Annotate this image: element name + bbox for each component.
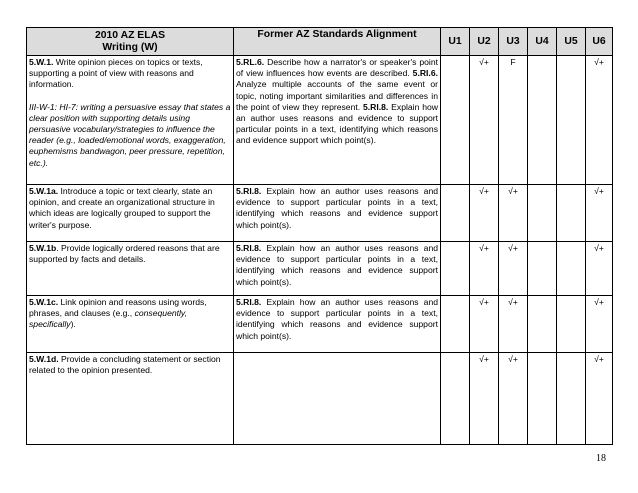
elas-title: 2010 AZ ELAS: [94, 29, 166, 41]
unit-header-u6: U6: [586, 28, 613, 56]
unit-mark-u5: [557, 353, 586, 445]
unit-mark-u5: [557, 185, 586, 242]
alignment-code: 5.RI.8.: [236, 297, 262, 307]
unit-mark-u3: √+: [499, 185, 528, 242]
unit-header-u2: U2: [470, 28, 499, 56]
unit-mark-u2: √+: [470, 353, 499, 445]
unit-mark-u6: √+: [586, 353, 613, 445]
standard-text: . Provide logically ordered reasons that are supported by facts and details.: [29, 243, 220, 265]
alignment-code: 5.RI.8.: [236, 186, 262, 196]
unit-mark-u1: [441, 185, 470, 242]
unit-header-u1: U1: [441, 28, 470, 56]
alignment-cell: [234, 353, 441, 445]
standard-text: Introduce a topic or text clearly, state an opinion, and create an organizational structure in which ideas are logically grouped to support the writer's purpose.: [29, 186, 215, 230]
alignment-code: 5.RL.6.: [236, 57, 265, 67]
alignment-text: Explain how an author uses reasons and evidence to support particular points in a text, identifying which reasons and evidence support which point(s).: [236, 101, 438, 146]
unit-header-u4: U4: [528, 28, 557, 56]
alignment-cell: [234, 296, 441, 353]
standards-table: [26, 27, 613, 445]
elas-standard-cell: [27, 56, 234, 185]
unit-mark-u3: √+: [499, 353, 528, 445]
unit-mark-u3: √+: [499, 296, 528, 353]
unit-mark-u6: √+: [586, 296, 613, 353]
alignment-cell: [234, 185, 441, 242]
standard-text: Provide a concluding statement or section related to the opinion presented.: [29, 354, 221, 376]
standard-code: 5.W.1.: [29, 57, 54, 67]
alignment-text: Explain how an author uses reasons and evidence to support particular points in a text, identifying which reasons and evidence support which point(s).: [236, 243, 438, 287]
table-row: [27, 185, 613, 242]
alignment-code: 5.RI.8.: [236, 243, 262, 253]
table-row: [27, 296, 613, 353]
table-row: [27, 353, 613, 445]
unit-mark-u5: [557, 56, 586, 185]
unit-mark-u3: √+: [499, 242, 528, 296]
standard-code: 5.W.1c.: [29, 297, 59, 307]
unit-mark-u4: [528, 56, 557, 185]
standard-example-text: consequently, specifically: [29, 308, 187, 330]
alignment-text: Explain how an author uses reasons and evidence to support particular points in a text, identifying which reasons and evidence support which point(s).: [236, 186, 438, 230]
unit-mark-u6: √+: [586, 242, 613, 296]
unit-mark-u4: [528, 185, 557, 242]
page-number: 18: [596, 453, 606, 464]
elas-header: [27, 28, 234, 56]
unit-header-u3: U3: [499, 28, 528, 56]
alignment-code: 5.RI.8.: [363, 101, 389, 112]
unit-mark-u2: √+: [470, 296, 499, 353]
alignment-text: Explain how an author uses reasons and evidence to support particular points in a text, identifying which reasons and evidence support which point(s).: [236, 297, 438, 341]
unit-mark-u5: [557, 242, 586, 296]
header-row: [27, 28, 613, 56]
former-standard-text: III-W-1: HI-7: writing a persuasive essay that states a clear position with supporting details using persuasive vocabulary/strategies to influence the reader (e.g., loaded/emotional words, exaggeration, euphemisms bandwagon, peer pressure, repetition, etc.).: [29, 101, 231, 168]
alignment-text: Analyze multiple accounts of the same event or topic, noting important similarities and differences in the point of view they represent.: [236, 79, 438, 112]
table-row: [27, 56, 613, 185]
elas-standard-cell: [27, 353, 234, 445]
unit-mark-u1: [441, 296, 470, 353]
standard-code: 5.W.1a.: [29, 186, 59, 196]
unit-mark-u2: √+: [470, 56, 499, 185]
alignment-cell: [234, 56, 441, 185]
unit-mark-u4: [528, 296, 557, 353]
unit-mark-u5: [557, 296, 586, 353]
unit-mark-u2: √+: [470, 242, 499, 296]
standard-text: Link opinion and reasons using words, phrases, and clauses (e.g.,: [29, 297, 207, 319]
unit-mark-u1: [441, 242, 470, 296]
standard-text: Write opinion pieces on topics or texts, supporting a point of view with reasons and information.: [29, 57, 203, 90]
table-row: [27, 242, 613, 296]
unit-mark-u6: √+: [586, 56, 613, 185]
elas-standard-cell: [27, 242, 234, 296]
alignment-code: 5.RI.6.: [412, 68, 438, 79]
unit-mark-u6: √+: [586, 185, 613, 242]
unit-mark-u1: [441, 56, 470, 185]
unit-header-u5: U5: [557, 28, 586, 56]
alignment-text: Describe how a narrator's or speaker's point of view influences how events are described.: [236, 57, 438, 79]
elas-standard-cell: [27, 185, 234, 242]
standard-code: 5.W.1d.: [29, 354, 59, 364]
elas-subtitle: Writing (W): [102, 41, 158, 53]
unit-mark-u4: [528, 353, 557, 445]
standard-code: 5.W.1b: [29, 243, 57, 253]
unit-mark-u1: [441, 353, 470, 445]
alignment-cell: [234, 242, 441, 296]
former-standards-header: Former AZ Standards Alignment: [234, 28, 441, 56]
unit-mark-u3: F: [499, 56, 528, 185]
unit-mark-u2: √+: [470, 185, 499, 242]
standard-text-end: ).: [70, 319, 76, 330]
unit-mark-u4: [528, 242, 557, 296]
elas-standard-cell: [27, 296, 234, 353]
